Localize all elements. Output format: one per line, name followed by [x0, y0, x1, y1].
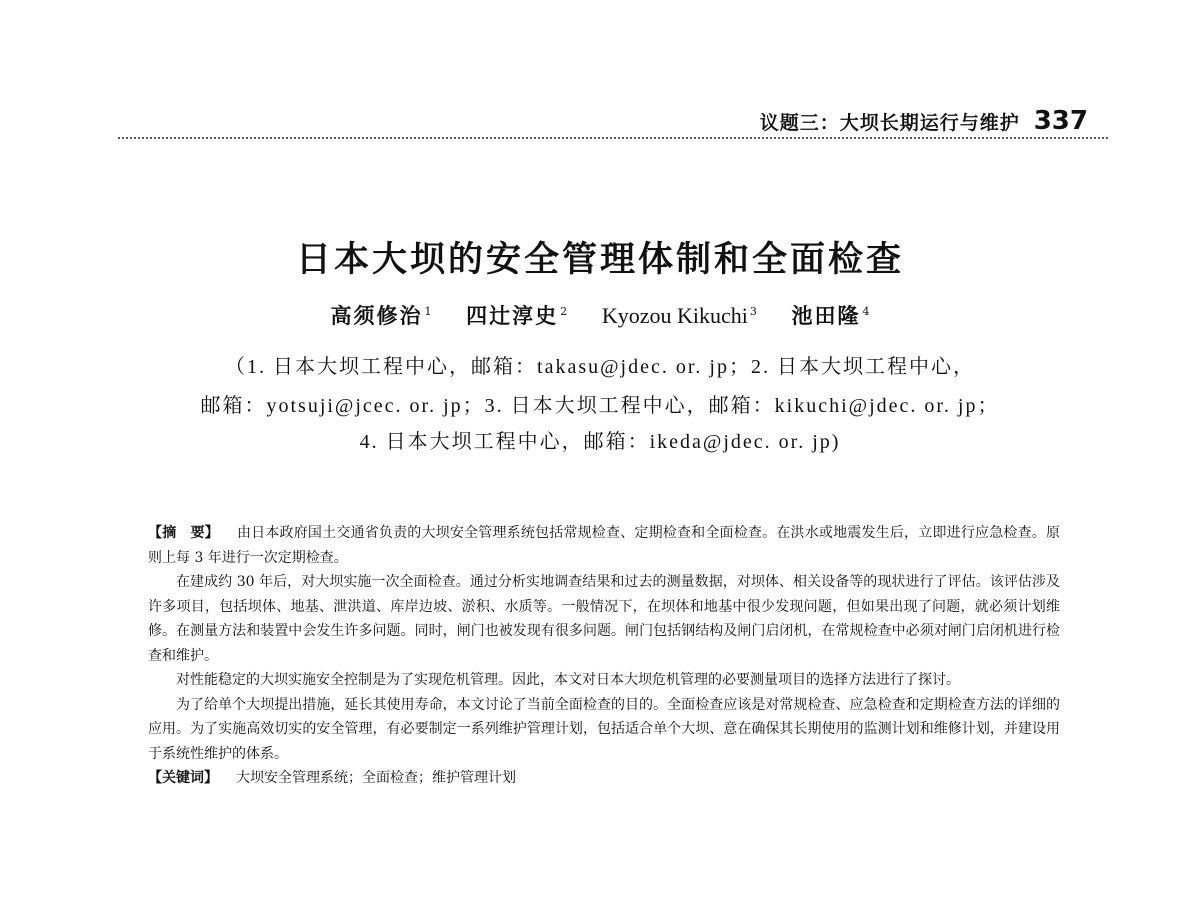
running-header: [118, 104, 1108, 144]
running-header-topic: 议题三：大坝长期运行与维护: [759, 112, 1020, 134]
author-name: 高须修治: [330, 303, 423, 328]
author-list: [0, 300, 1200, 330]
abstract-label: 【摘 要】: [148, 525, 219, 541]
author-affiliation-mark: 4: [862, 305, 870, 318]
author-name: 池田隆: [791, 303, 861, 328]
abstract-paragraph-3: 对性能稳定的大坝实施安全控制是为了实现危机管理。因此，本文对日本大坝危机管理的必要测量项目的选择方法进行了探讨。: [176, 672, 960, 688]
author-4: [792, 300, 870, 330]
paper-title: 日本大坝的安全管理体制和全面检查: [295, 240, 904, 280]
keywords-line: [148, 766, 1060, 791]
keywords-label: 【关键词】: [148, 770, 218, 786]
keywords-text: 大坝安全管理系统；全面检查；维护管理计划: [236, 770, 516, 786]
affiliation-line-1: （1. 日本大坝工程中心，邮箱：takasu@jdec. or. jp；2. 日本大坝工程中心，: [225, 356, 975, 378]
abstract-section: [148, 521, 1060, 791]
abstract-paragraph-2: 在建成约 30 年后，对大坝实施一次全面检查。通过分析实地调查结果和过去的测量数据，对坝体、相关设备等的现状进行了评估。该评估涉及许多项目，包括坝体、地基、泄洪道、库岸边坡、淤积、水质等。一般情况下，在坝体和地基中很少发现问题，但如果出现了问题，就必须计划维修。在测量方法和装置中会发生许多问题。同时，闸门也被发现有很多问题。闸门包括钢结构及闸门启闭机，在常规检查中必须对闸门启闭机进行检查和维护。: [148, 574, 1060, 664]
page-number: 337: [1033, 106, 1088, 136]
author-name: 四辻淳史: [466, 303, 559, 328]
header-dotted-rule: [118, 137, 1108, 139]
author-affiliation-mark: 2: [560, 305, 568, 318]
author-affiliation-mark: 3: [749, 305, 757, 318]
affiliation-line-2: 邮箱：yotsuji@jcec. or. jp；3. 日本大坝工程中心，邮箱：kikuchi@jdec. or. jp；: [200, 395, 1000, 417]
author-name: Kyozou Kikuchi: [601, 303, 748, 328]
author-1: [330, 300, 431, 330]
abstract-paragraph-1: [148, 521, 1060, 570]
author-2: [466, 300, 567, 330]
author-3: [602, 303, 757, 329]
abstract-paragraph-4: 为了给单个大坝提出措施，延长其使用寿命，本文讨论了当前全面检查的目的。全面检查应该是对常规检查、应急检查和定期检查方法的详细的应用。为了实施高效切实的安全管理，有必要制定一系列维护管理计划，包括适合单个大坝、意在确保其长期使用的监测计划和维修计划，并建设用于系统性维护的体系。: [148, 696, 1060, 762]
author-affiliation-mark: 1: [424, 305, 432, 318]
abstract-text-1: 由日本政府国土交通省负责的大坝安全管理系统包括常规检查、定期检查和全面检查。在洪水或地震发生后，立即进行应急检查。原则上每 3 年进行一次定期检查。: [148, 525, 1060, 566]
affiliation-line-3: 4. 日本大坝工程中心，邮箱：ikeda@jdec. or. jp): [359, 431, 841, 453]
running-header-text: [760, 106, 1088, 136]
